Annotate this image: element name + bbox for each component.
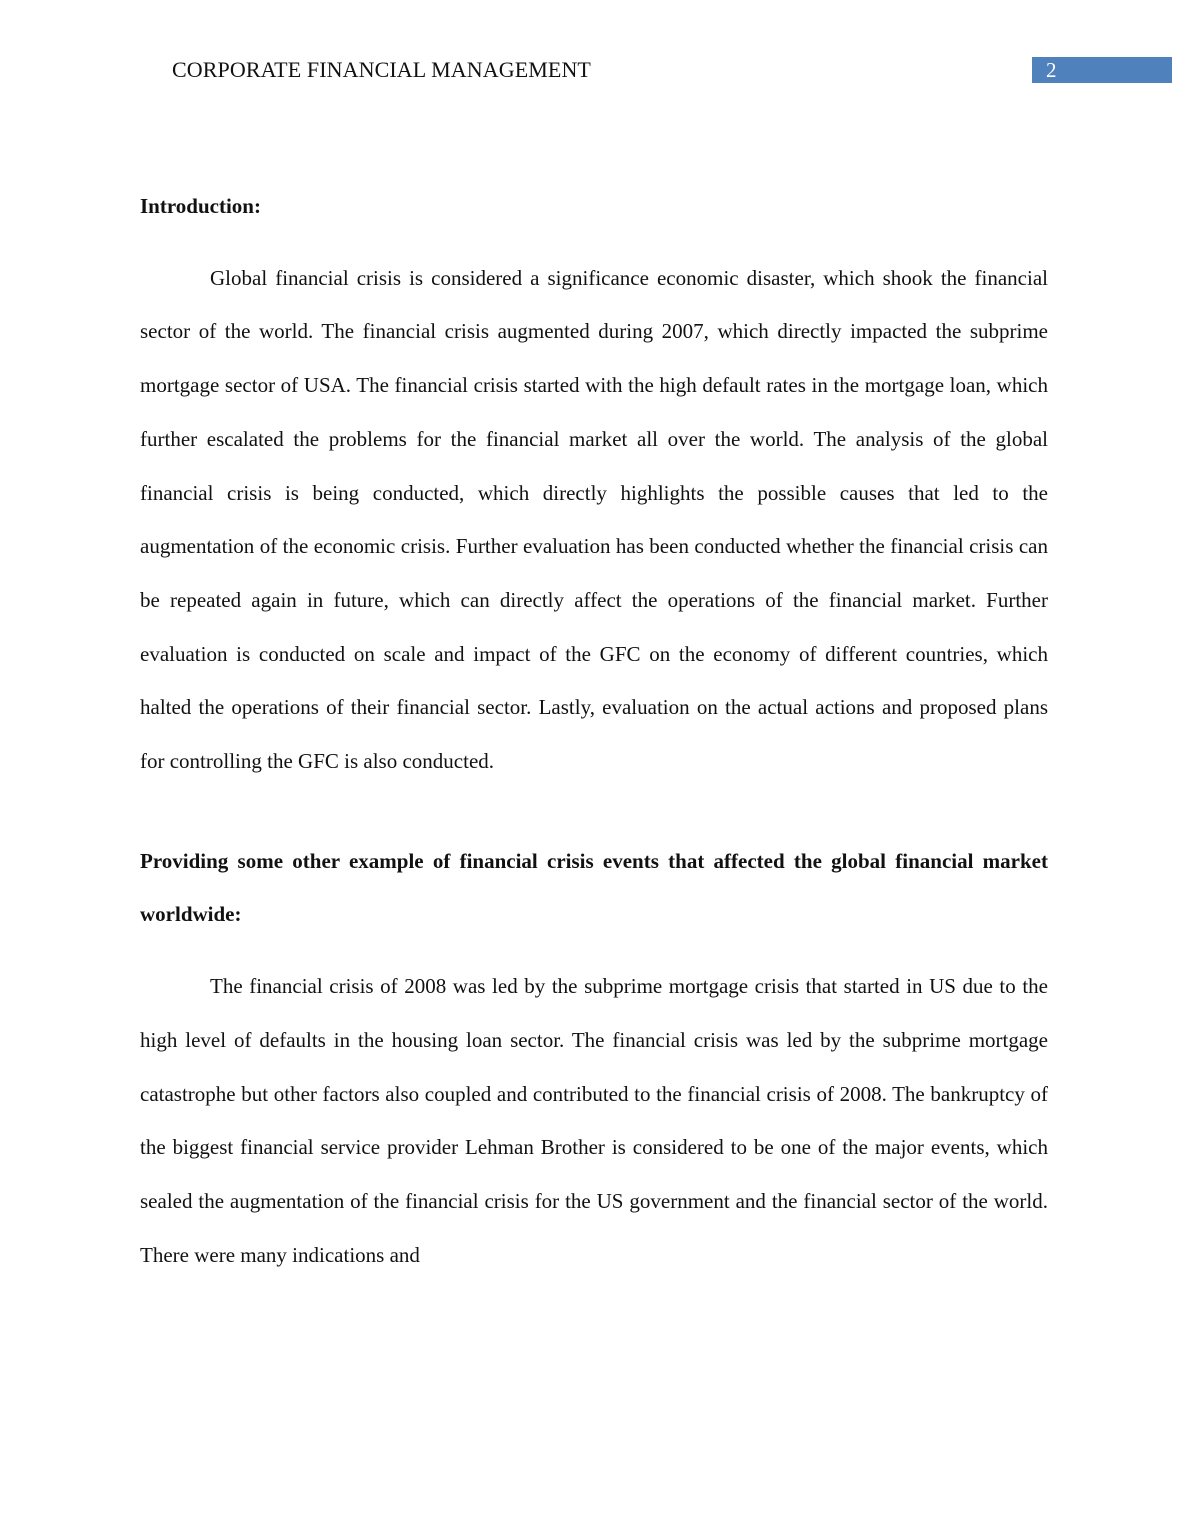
examples-section bbox=[140, 835, 1048, 1283]
introduction-section bbox=[140, 180, 1048, 789]
document-body bbox=[140, 180, 1048, 1282]
section-heading-examples: Providing some other example of financial crisis events that affected the global financial market worldwide: bbox=[140, 848, 1048, 927]
page-number-badge: 2 bbox=[1032, 57, 1172, 83]
examples-paragraph: The financial crisis of 2008 was led by the subprime mortgage crisis that started in US due to the high level of defaults in the housing loan sector. The financial crisis was led by the subprime mortgage catastrophe but other factors also coupled and contributed to the financial crisis of 2008. The bankruptcy of the biggest financial service provider Lehman Brother is considered to be one of the major events, which sealed the augmentation of the financial crisis for the US government and the financial sector of the world. There were many indications and bbox=[140, 974, 1048, 1267]
introduction-paragraph: Global financial crisis is considered a significance economic disaster, which shook the financial sector of the world. The financial crisis augmented during 2007, which directly impacted the subprime mortgage sector of USA. The financial crisis started with the high default rates in the mortgage loan, which further escalated the problems for the financial market all over the world. The analysis of the global financial crisis is being conducted, which directly highlights the possible causes that led to the augmentation of the economic crisis. Further evaluation has been conducted whether the financial crisis can be repeated again in future, which can directly affect the operations of the financial market. Further evaluation is conducted on scale and impact of the GFC on the economy of different countries, which halted the operations of their financial sector. Lastly, evaluation on the actual actions and proposed plans for controlling the GFC is also conducted. bbox=[140, 265, 1048, 774]
running-header-title: CORPORATE FINANCIAL MANAGEMENT bbox=[172, 57, 591, 82]
section-heading-introduction: Introduction: bbox=[140, 194, 261, 218]
